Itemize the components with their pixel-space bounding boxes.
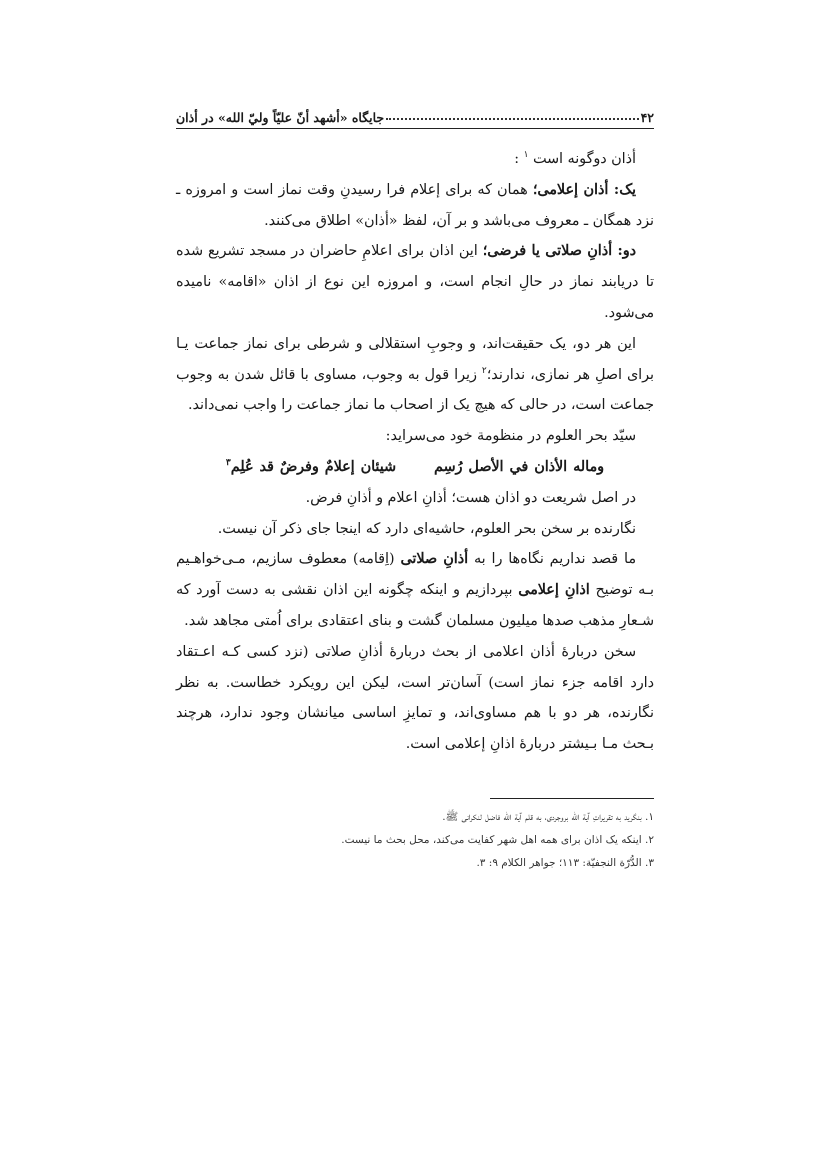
page-number: ۴۲: [640, 110, 654, 125]
footnote-ref-2[interactable]: ۲: [481, 365, 487, 376]
footnotes: [176, 806, 654, 875]
footnote-rule: [490, 798, 654, 799]
author-note-text: نگارنده بر سخن بحر العلوم، حاشيه‌اى دارد كه اينجا جاى ذكر آن نيست.: [217, 520, 636, 537]
paragraph-first-type: [176, 175, 654, 237]
paragraph-purpose: [176, 544, 654, 636]
intro-colon: :: [514, 151, 520, 167]
equivalence-text-a: اين هر دو، يک حقيقت‌اند، و وجوبِ استقلالى و شرطى براى نماز جماعت يـا براى اصلِ هر نمازى، ندارند؛: [176, 335, 654, 383]
header-dot-leader: [386, 118, 638, 120]
running-header: [176, 101, 654, 125]
header-rule: [176, 128, 654, 129]
paragraph-intro: [176, 144, 654, 175]
first-type-label: يک: أذان إعلامی؛: [532, 181, 636, 198]
first-type-text: همان که براى إعلام فرا رسيدنِ وقت نماز است و امروزه ـ نزد همگان ـ معروف مى‌باشد و بر آن، لفظ «أذان» اطلاق مى‌كنند.: [176, 181, 654, 229]
footnote-2: ۲. اينكه يک اذان براى همه اهل شهر كفايت مى‌كند، محل بحث ما نيست.: [341, 834, 654, 846]
footnote-3: ۳. الدُّرّة النجفيّة: ۱۱۳؛ جواهر الكلام ۹: ۳.: [476, 857, 654, 869]
footnote-1: ۱. بنگريد به تقريراتِ آية الله بروجردى، به قلم آية الله فاضل لنكرانى ﷺ.: [442, 811, 654, 823]
verse-first-hemistich: وماله الأذان في الأصل رُسِم: [434, 458, 605, 475]
conclusion-text: سخن دربارۀ أذان اعلامى از بحث دربارۀ أذانِ صلاتى (نزد كسى كـه اعـتقاد دارد اقامه جزء نماز است) آسان‌تر است، ليكن اين رويكرد خطاست. به نظر نگارنده، هر دو با هم مساوى‌اند، و تمايزِ اساسى ميانشان وجود ندارد، هرچند بـحث مـا بـيشتر دربارۀ اذانِ إعلامى است.: [176, 643, 654, 753]
second-type-text: اين اذان براى اعلامِ حاضران در مسجد تشريع شده تا دريابند نماز در حالِ انجام است، و امروزه اين نوع از اذان «اقامه» ناميده مى‌شود.: [176, 243, 654, 321]
paragraph-conclusion: [176, 637, 654, 760]
poem-verse: [176, 452, 654, 483]
body-text: [176, 144, 654, 760]
paragraph-second-type: [176, 236, 654, 328]
verse-intro-text: سيّد بحر العلوم در منظومة خود مى‌سرايد:: [385, 428, 636, 445]
paragraph-author-note: [176, 514, 654, 545]
paragraph-verse-intro: [176, 421, 654, 452]
equivalence-text-b: زيرا قول به وجوب، مساوى با قائل شدن به وجوب جماعت است، در حالى كه هيچ يک از اصحاب ما نماز جماعت را واجب نمى‌داند.: [176, 366, 654, 414]
verse-translation: در اصل شريعت دو اذان هست؛ أذانِ اعلام و أذانِ فرض.: [305, 489, 636, 506]
footnote-ref-3[interactable]: ۳: [225, 458, 231, 469]
footnote-ref-1[interactable]: ۱: [523, 150, 529, 161]
purpose-text-c: (اِقامه) معطوف سازيم، مـى‌خواهـيم بـه توضيح: [176, 551, 655, 599]
purpose-bold-salati: أذانِ صلاتی: [400, 551, 469, 568]
paragraph-equivalence: [176, 329, 654, 421]
purpose-text-e: بپردازيم و اينكه چگونه اين اذان نقشى به دست آورد كه شـعارِ مذهب صدها ميليون مسلمان گشت و بناى اعتقادى براى اُمتى مجاهد شد.: [176, 582, 654, 629]
intro-text: أذان دوگونه است: [533, 151, 636, 167]
running-title: جايگاه «أشهد أنّ عليّاً وليّ الله» در أذان: [176, 110, 385, 125]
purpose-text-a: ما قصد نداريم نگاه‌ها را به: [473, 551, 636, 568]
second-type-label: دو: أذانِ صلاتی يا فرضی؛: [482, 243, 637, 260]
verse-second-hemistich: شيئان إعلامٌ وفرضٌ قد عُلِم: [230, 458, 397, 475]
purpose-bold-elami: اذانِ إعلامی: [518, 582, 590, 599]
paragraph-verse-translation: [176, 483, 654, 514]
